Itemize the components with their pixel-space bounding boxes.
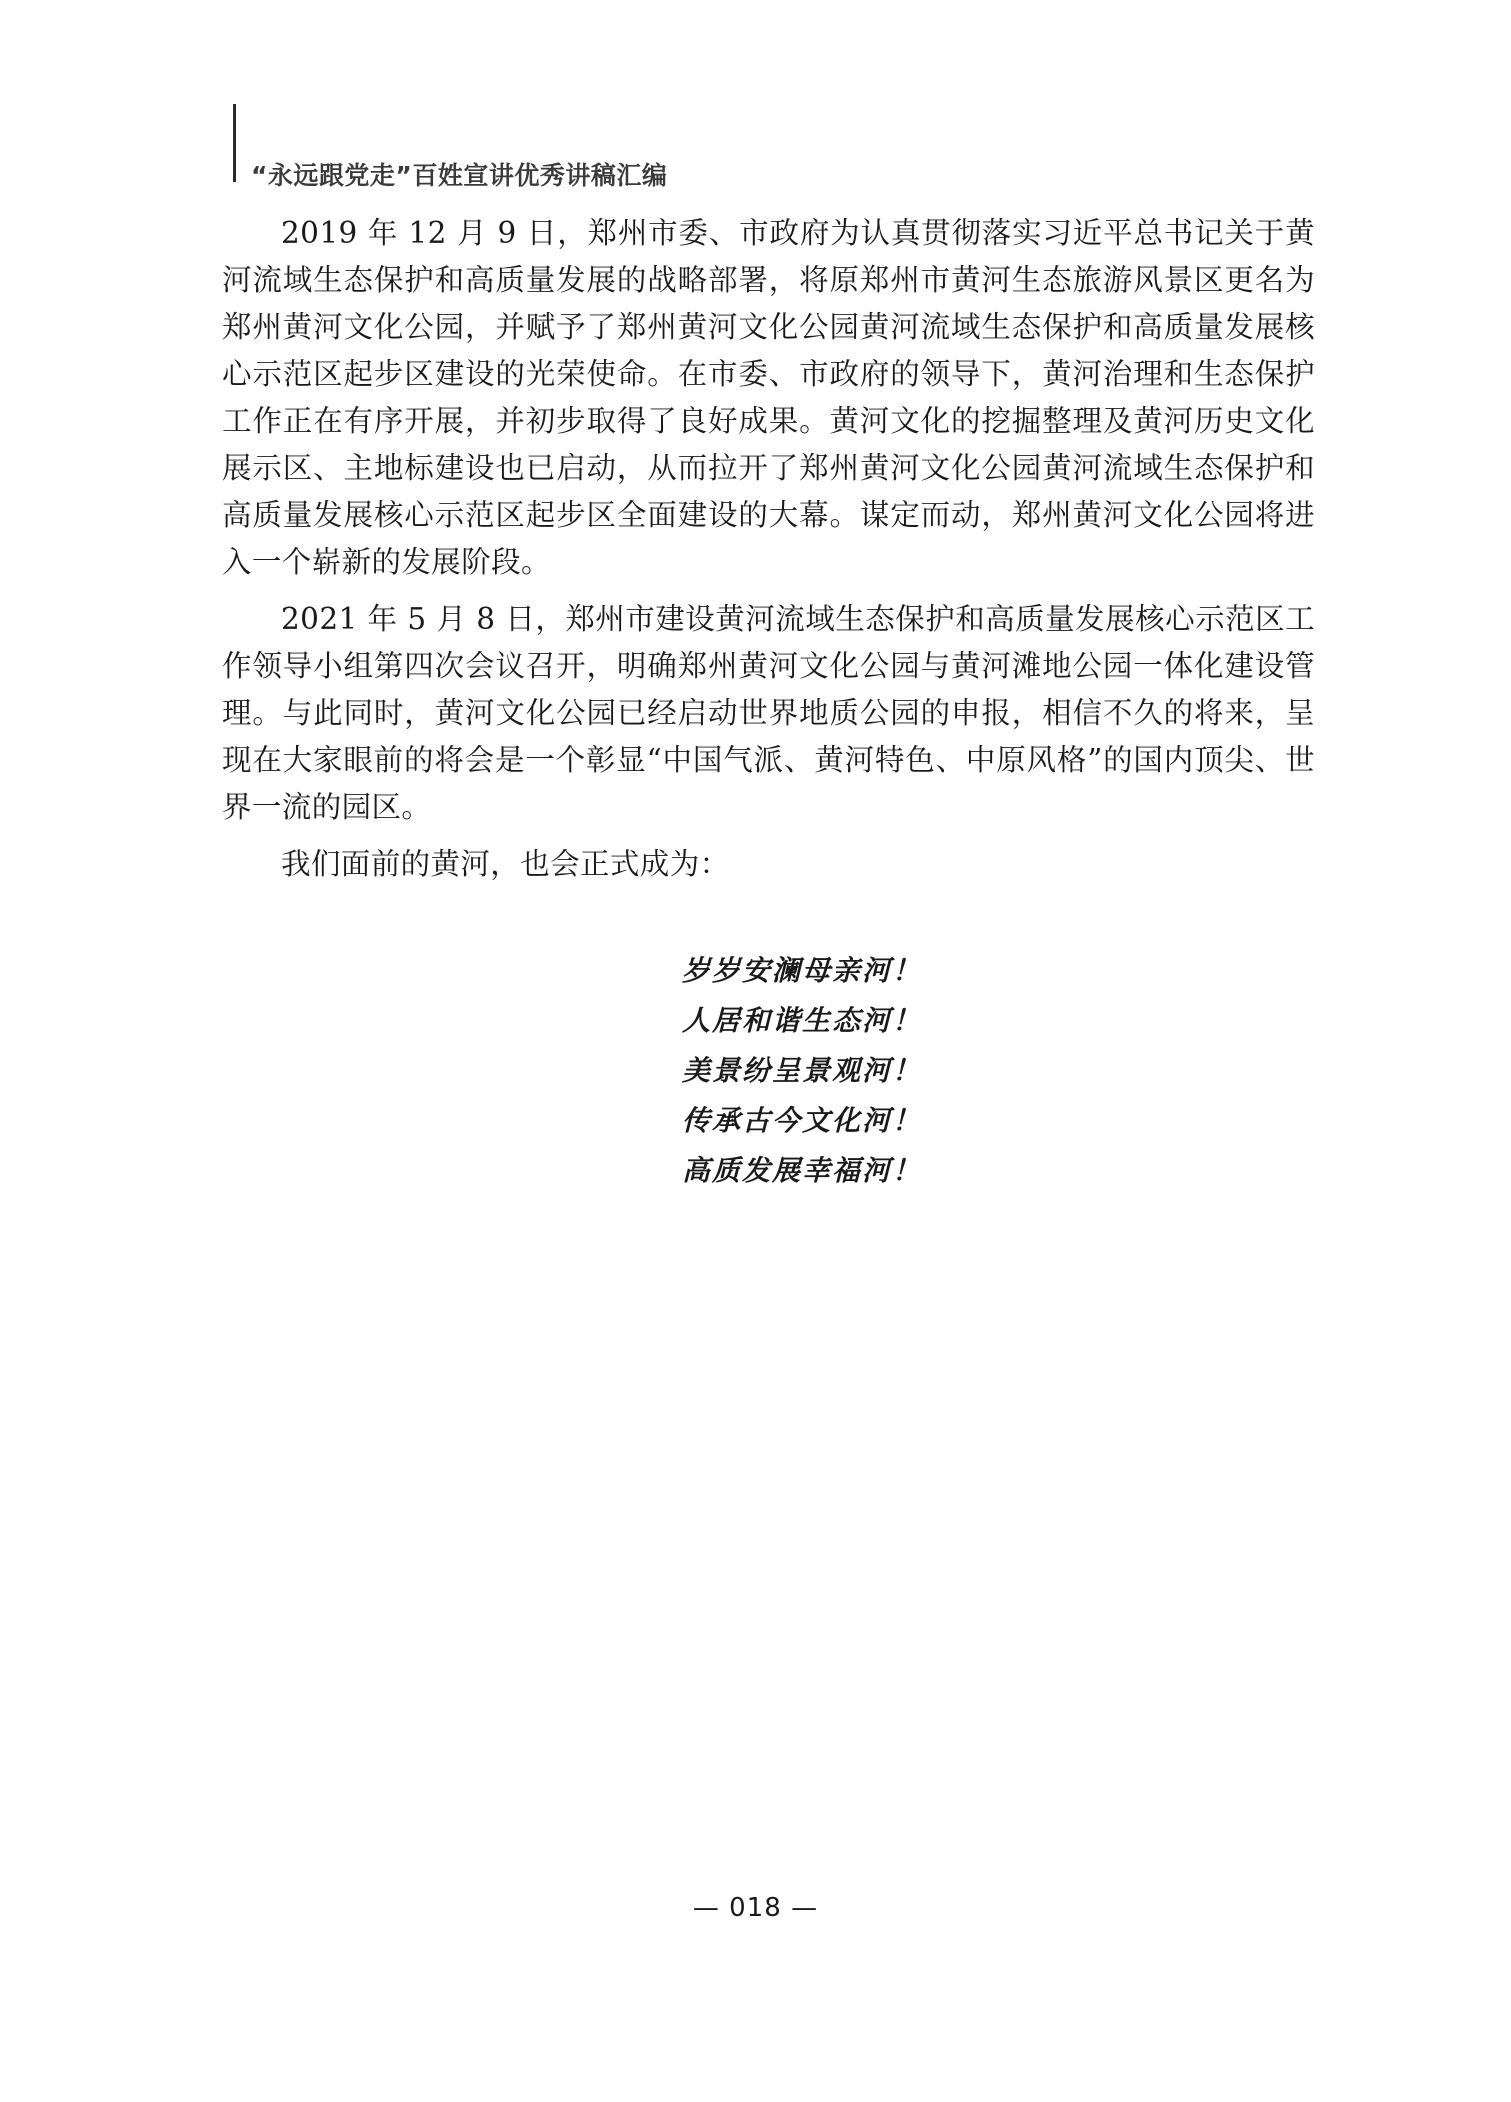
refrain-line: 传承古今文化河！ — [682, 1104, 923, 1137]
running-header-title: “永远跟党走”百姓宣讲优秀讲稿汇编 — [251, 161, 668, 190]
refrain-line: 美景纷呈景观河！ — [682, 1054, 923, 1087]
refrain-line: 岁岁安澜母亲河！ — [682, 954, 923, 987]
header-divider — [233, 104, 236, 182]
page-number: — 018 — — [692, 1893, 819, 1923]
paragraph: 2019 年 12 月 9 日，郑州市委、市政府为认真贯彻落实习近平总书记关于黄河流域生态保护和高质量发展的战略部署，将原郑州市黄河生态旅游风景区更名为郑州黄河文化公园，并赋予了郑州黄河文化公园黄河流域生态保护和高质量发展核心示范区起步区建设的光荣使命。在市委、市政府的领导下，黄河治理和生态保护工作正在有序开展，并初步取得了良好成果。黄河文化的挖掘整理及黄河历史文化展示区、主地标建设也已启动，从而拉开了郑州黄河文化公园黄河流域生态保护和高质量发展核心示范区起步区全面建设的大幕。谋定而动，郑州黄河文化公园将进入一个崭新的发展阶段。 — [222, 216, 1315, 579]
refrain-block — [682, 946, 922, 1196]
refrain-line: 人居和谐生态河！ — [682, 1004, 923, 1037]
refrain-line: 高质发展幸福河！ — [682, 1154, 923, 1187]
paragraph: 2021 年 5 月 8 日，郑州市建设黄河流域生态保护和高质量发展核心示范区工作领导小组第四次会议召开，明确郑州黄河文化公园与黄河滩地公园一体化建设管理。与此同时，黄河文化公园已经启动世界地质公园的申报，相信不久的将来，呈现在大家眼前的将会是一个彰显“中国气派、黄河特色、中原风格”的国内顶尖、世界一流的园区。 — [222, 602, 1315, 824]
body-text — [222, 210, 1315, 898]
paragraph: 我们面前的黄河，也会正式成为： — [281, 847, 730, 881]
